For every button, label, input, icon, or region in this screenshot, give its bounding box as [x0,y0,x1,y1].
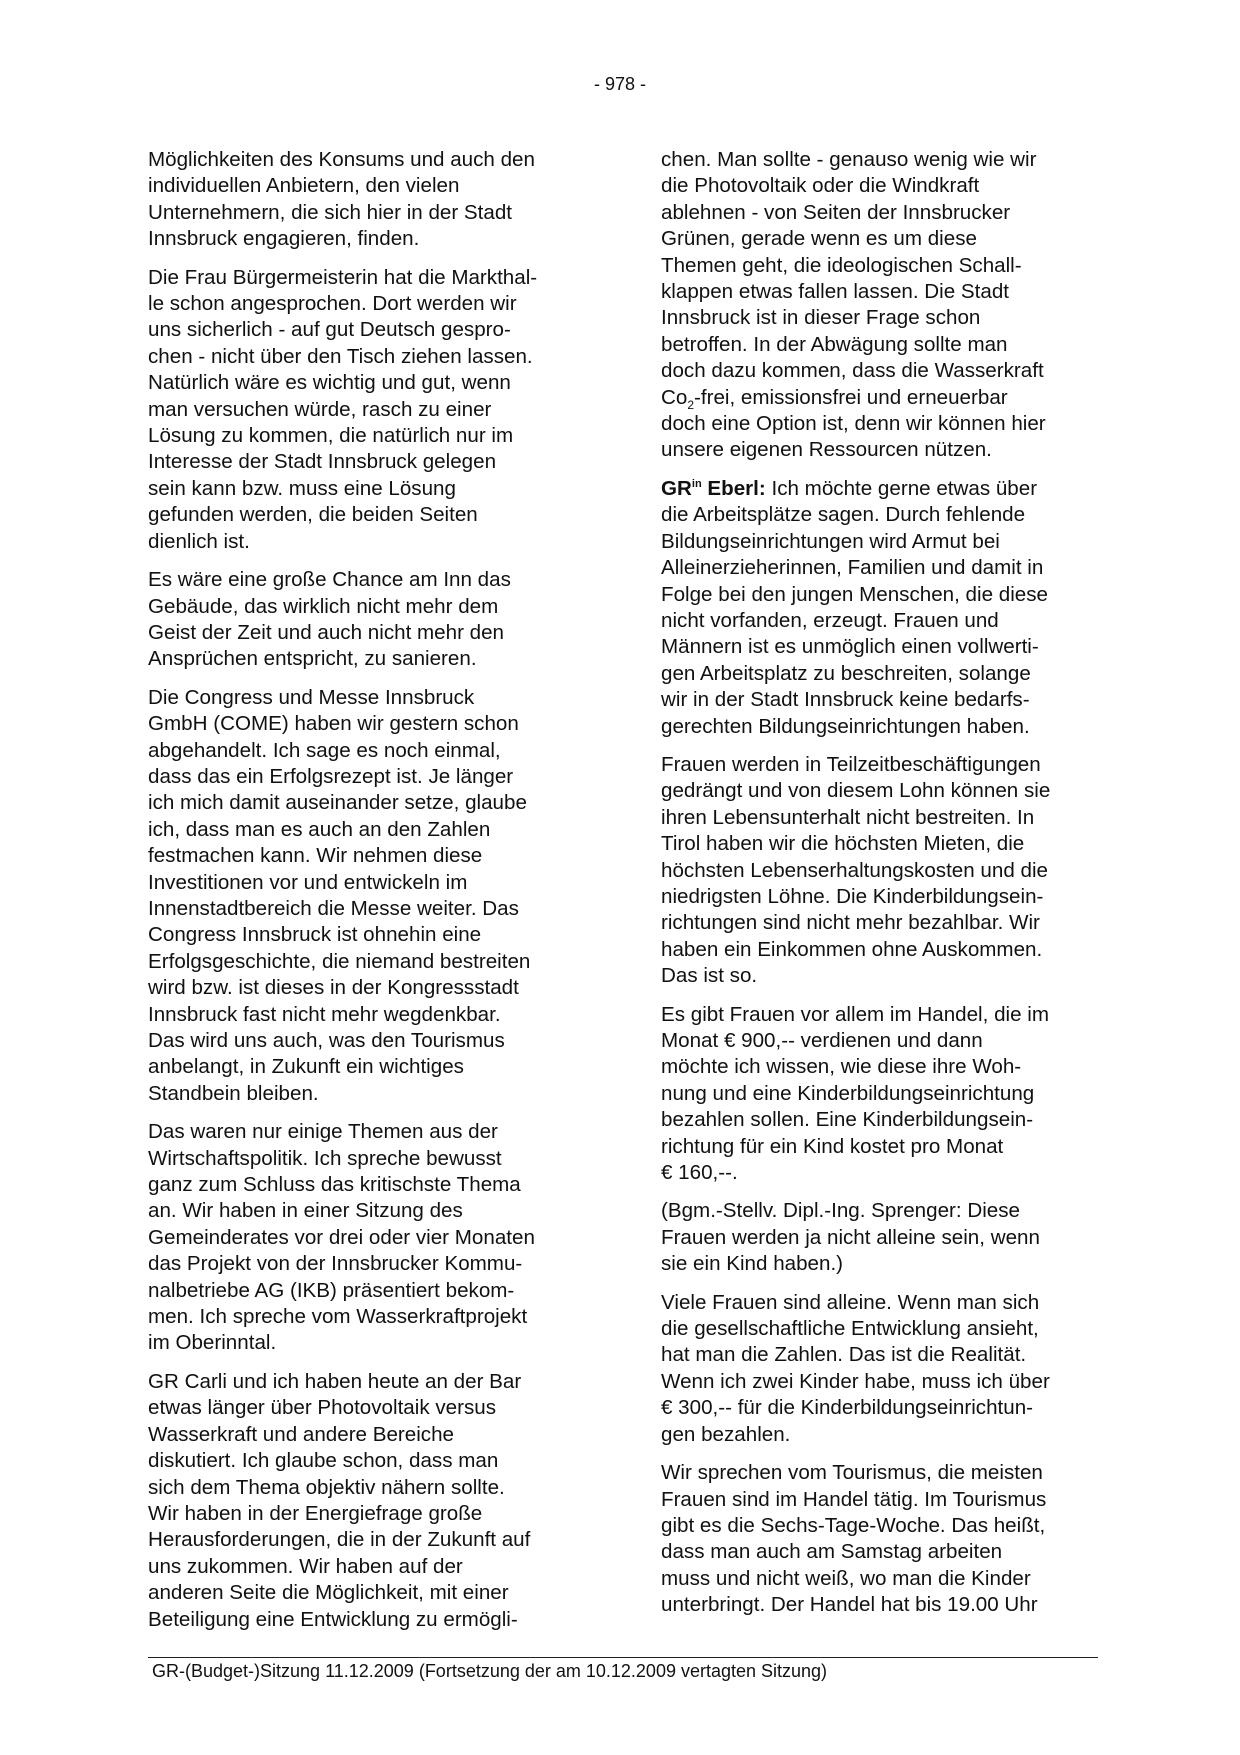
text-line: Bildungseinrichtungen wird Armut bei [661,529,1000,553]
text-line: etwas länger über Photovoltaik versus [148,1396,496,1420]
text-line: Wenn ich zwei Kinder habe, muss ich über [661,1369,1050,1393]
text-line: Innsbruck engagieren, finden. [148,227,420,251]
text-line: Frauen werden in Teilzeitbeschäftigungen [661,752,1041,776]
text-line: richtungen sind nicht mehr bezahlbar. Wir [661,911,1040,935]
text-line: muss und nicht weiß, wo man die Kinder [661,1566,1031,1590]
text-line: anbelangt, in Zukunft ein wichtiges [148,1055,464,1079]
text-line: Lösung zu kommen, die natürlich nur im [148,424,514,448]
text-line: gibt es die Sechs-Tage-Woche. Das heißt, [661,1513,1046,1537]
text-line: diskutiert. Ich glaube schon, dass man [148,1449,499,1473]
text-line: Männern ist es unmöglich einen vollwerti- [661,635,1039,659]
text-line: Wirtschaftspolitik. Ich spreche bewusst [148,1146,502,1170]
text-line: Das waren nur einige Themen aus der [148,1120,498,1144]
text-line: gefunden werden, die beiden Seiten [148,503,478,527]
text-line: Congress Innsbruck ist ohnehin eine [148,923,482,947]
paragraph [661,1460,1101,1618]
text-line: niedrigsten Löhne. Die Kinderbildungsein- [661,884,1044,908]
text-line: gen Arbeitsplatz zu beschreiten, solange [661,661,1031,685]
text-line: dass das ein Erfolgsrezept ist. Je länger [148,764,514,788]
text-line: gerechten Bildungseinrichtungen haben. [661,714,1030,738]
paragraph-lines [661,148,1044,382]
text-line: individuellen Anbietern, den vielen [148,174,460,198]
speaker-label: $GR^{in}$ Eberl: Ich möchte gerne etwas über [661,476,1038,500]
text-line: GmbH (COME) haben wir gestern schon [148,712,519,736]
text-line: dienlich ist. [148,529,250,553]
text-line: (Bgm.-Stellv. Dipl.-Ing. Sprenger: Diese [661,1199,1020,1223]
text-line: Wir sprechen vom Tourismus, die meisten [661,1461,1043,1485]
text-line: unterbringt. Der Handel hat bis 19.00 Uhr [661,1593,1038,1617]
paragraph [148,567,588,673]
text-line: Das wird uns auch, was den Tourismus [148,1029,505,1052]
paragraph [661,147,1101,464]
text-line: chen. Man sollte - genauso wenig wie wir [661,148,1037,171]
text-line: Die Frau Bürgermeisterin hat die Markthal- [148,265,538,289]
text-line: sie ein Kind haben.) [661,1252,844,1276]
co2-line: $Co_2$-frei, emissionsfrei und erneuerbar [661,385,1008,412]
paragraph [661,1198,1101,1277]
text-line: men. Ich spreche vom Wasserkraftprojekt [148,1305,528,1329]
text-line: gen bezahlen. [661,1422,791,1446]
paragraph [148,1119,588,1357]
paragraph [661,1290,1101,1448]
text-line: Themen geht, die ideologischen Schall- [661,253,1022,277]
footer-text: GR-(Budget-)Sitzung 11.12.2009 (Fortsetzung der am 10.12.2009 vertagten Sitzung) [152,1661,828,1681]
text-line: Investitionen vor und entwickeln im [148,870,468,894]
right-column [661,147,1101,1631]
text-line: möchte ich wissen, wie diese ihre Woh- [661,1055,1022,1079]
paragraph [661,752,1101,990]
text-line: betroffen. In der Abwägung sollte man [661,332,1008,356]
text-line: ablehnen - von Seiten der Innsbrucker [661,200,1011,224]
text-line: nicht vorfanden, erzeugt. Frauen und [661,608,999,632]
text-line: Standbein bleiben. [148,1081,319,1105]
text-line: anderen Seite die Möglichkeit, mit einer [148,1581,509,1605]
text-line: Interesse der Stadt Innsbruck gelegen [148,450,497,474]
paragraph [661,1002,1101,1187]
paragraph [148,265,588,555]
text-line: ganz zum Schluss das kritischste Thema [148,1173,521,1197]
text-line: die Arbeitsplätze sagen. Durch fehlende [661,503,1026,527]
text-line: ich, dass man es auch an den Zahlen [148,817,491,841]
text-line: uns zukommen. Wir haben auf der [148,1554,463,1578]
text-line: klappen etwas fallen lassen. Die Stadt [661,280,1010,304]
text-line: wir in der Stadt Innsbruck keine bedarfs- [661,688,1030,712]
text-line: nung und eine Kinderbildungseinrichtung [661,1081,1035,1105]
text-line: doch dazu kommen, dass die Wasserkraft [661,359,1044,383]
text-line: richtung für ein Kind kostet pro Monat [661,1134,1004,1158]
text-line: Tirol haben wir die höchsten Mieten, die [661,832,1025,856]
text-line: Innenstadtbereich die Messe weiter. Das [148,896,519,920]
text-line: uns sicherlich - auf gut Deutsch gespro- [148,318,511,342]
paragraph [148,147,588,253]
text-line: wird bzw. ist dieses in der Kongressstadt [148,976,519,1000]
text-line: Natürlich wäre es wichtig und gut, wenn [148,371,511,395]
text-line: Frauen werden ja nicht alleine sein, wenn [661,1225,1040,1249]
text-line: Herausforderungen, die in der Zukunft auf [148,1528,531,1552]
text-line: Geist der Zeit und auch nicht mehr den [148,620,505,644]
text-line: Gemeinderates vor drei oder vier Monaten [148,1225,535,1249]
text-line: Folge bei den jungen Menschen, die diese [661,582,1048,606]
paragraph [661,476,1101,740]
text-line: ihren Lebensunterhalt nicht bestreiten. In [661,805,1035,829]
paragraph [148,1369,588,1633]
text-line: Alleinerzieherinnen, Familien und damit in [661,556,1044,580]
text-line: ich mich damit auseinander setze, glaube [148,791,527,815]
text-line: Innsbruck fast nicht mehr wegdenkbar. [148,1002,501,1026]
text-line: Es wäre eine große Chance am Inn das [148,568,511,592]
text-line: hat man die Zahlen. Das ist die Realität. [661,1343,1027,1367]
text-line: abgehandelt. Ich sage es noch einmal, [148,738,501,762]
text-line: Innsbruck ist in dieser Frage schon [661,306,981,330]
text-line: Möglichkeiten des Konsums und auch den [148,148,535,171]
text-line: dass man auch am Samstag arbeiten [661,1540,1003,1564]
text-line: Die Congress und Messe Innsbruck [148,685,475,709]
text-line: unsere eigenen Ressourcen nützen. [661,438,992,462]
text-line: gedrängt und von diesem Lohn können sie [661,779,1051,803]
text-line: € 160,--. [661,1161,738,1185]
text-line: nalbetriebe AG (IKB) präsentiert bekom- [148,1278,515,1302]
paragraph-lines [661,503,1048,737]
text-line: Wasserkraft und andere Bereiche [148,1422,455,1446]
text-line: Gebäude, das wirklich nicht mehr dem [148,594,499,618]
text-line: le schon angesprochen. Dort werden wir [148,292,517,316]
text-line: festmachen kann. Wir nehmen diese [148,844,483,868]
text-line: Wir haben in der Energiefrage große [148,1501,483,1525]
text-line: im Oberinntal. [148,1331,277,1355]
text-line: das Projekt von der Innsbrucker Kommu- [148,1252,523,1276]
text-line: doch eine Option ist, denn wir können hier [661,412,1046,436]
text-line: höchsten Lebenserhaltungskosten und die [661,858,1048,882]
text-line: chen - nicht über den Tisch ziehen lassen. [148,344,533,368]
text-line: Frauen sind im Handel tätig. Im Tourismus [661,1487,1047,1511]
text-line: die Photovoltaik oder die Windkraft [661,174,980,198]
paragraph-lines [661,412,1046,461]
text-line: Das ist so. [661,964,758,988]
text-line: Ansprüchen entspricht, zu sanieren. [148,647,477,671]
text-line: Grünen, gerade wenn es um diese [661,227,977,251]
text-line: haben ein Einkommen ohne Auskommen. [661,937,1043,961]
paragraph [148,685,588,1108]
text-line: sich dem Thema objektiv nähern sollte. [148,1475,505,1499]
text-line: bezahlen sollen. Eine Kinderbildungsein- [661,1108,1034,1132]
text-line: die gesellschaftliche Entwicklung ansieht, [661,1317,1039,1341]
text-line: Monat € 900,-- verdienen und dann [661,1029,983,1052]
text-line: Viele Frauen sind alleine. Wenn man sich [661,1290,1040,1314]
text-line: Unternehmern, die sich hier in der Stadt [148,200,513,224]
text-line: Erfolgsgeschichte, die niemand bestreiten [148,949,531,973]
text-line: sein kann bzw. muss eine Lösung [148,476,456,500]
text-line: GR Carli und ich haben heute an der Bar [148,1369,522,1393]
page-number: - 978 - [593,74,647,94]
footer-divider [148,1657,1098,1658]
left-column [148,147,588,1645]
text-line: man versuchen würde, rasch zu einer [148,397,492,421]
text-line: Es gibt Frauen vor allem im Handel, die im [661,1002,1050,1026]
text-line: an. Wir haben in einer Sitzung des [148,1199,463,1223]
text-line: Beteiligung eine Entwicklung zu ermögli- [148,1607,518,1631]
text-line: € 300,-- für die Kinderbildungseinrichtun- [661,1396,1034,1420]
